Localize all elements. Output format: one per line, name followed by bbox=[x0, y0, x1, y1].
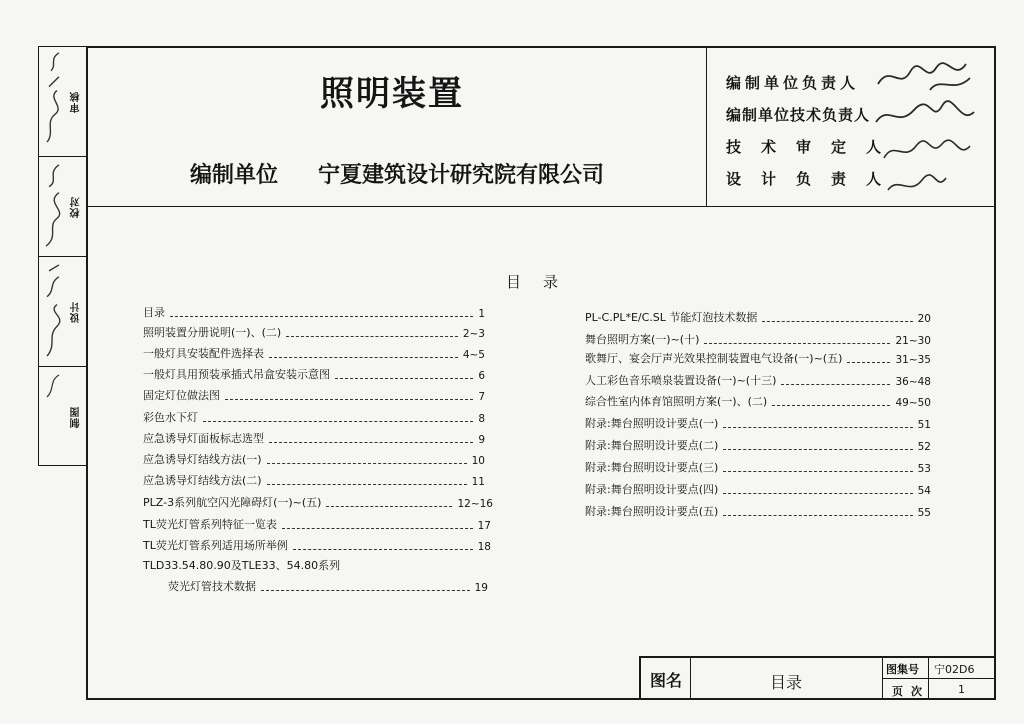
toc-item bbox=[143, 304, 485, 320]
toc-item bbox=[143, 387, 485, 403]
toc-item bbox=[585, 309, 931, 325]
toc-item-label: 一般灯具用预装承插式吊盒安装示意图 bbox=[143, 368, 330, 381]
toc-item-label: 应急诱导灯结线方法(一) bbox=[143, 453, 262, 466]
toc-item-label: 固定灯位做法图 bbox=[143, 389, 220, 402]
drafter-signature bbox=[41, 367, 65, 467]
role-design-leader: 设计负责人 bbox=[726, 170, 902, 188]
toc-item-label: TL荧光灯管系列适用场所举例 bbox=[143, 539, 288, 552]
toc-item-label: 综合性室内体育馆照明方案(一)、(二) bbox=[585, 395, 768, 408]
toc-item-label: 一般灯具安装配件选择表 bbox=[143, 347, 264, 360]
toc-item bbox=[585, 393, 931, 409]
page-number: 1 bbox=[958, 683, 965, 696]
header-signatures bbox=[870, 54, 990, 204]
toc-item-label: 附录:舞台照明设计要点(一) bbox=[585, 417, 719, 430]
atlas-number: 宁02D6 bbox=[934, 663, 975, 676]
toc-item-page: 10 bbox=[471, 455, 485, 467]
toc-item-page: 4~5 bbox=[462, 349, 485, 361]
toc-item bbox=[143, 366, 485, 382]
sidebar-label-review: 审核 bbox=[70, 90, 82, 113]
header-role-divider bbox=[706, 48, 707, 206]
toc-item-page: 19 bbox=[474, 582, 488, 594]
toc-heading: 目录 bbox=[506, 273, 581, 291]
toc-item-page: 9 bbox=[478, 434, 485, 446]
toc-item bbox=[585, 415, 931, 431]
toc-item-page: 12~16 bbox=[457, 498, 493, 510]
toc-item-page: 6 bbox=[478, 370, 485, 382]
toc-item-label: 歌舞厅、宴会厅声光效果控制装置电气设备(一)~(五) bbox=[585, 352, 843, 365]
toc-item bbox=[143, 430, 485, 446]
page-title: 照明装置 bbox=[320, 74, 464, 114]
toc-item bbox=[143, 516, 491, 532]
toc-item-page: 11 bbox=[471, 476, 485, 488]
toc-item bbox=[585, 481, 931, 497]
sidebar-label-proofread: 校对 bbox=[70, 195, 82, 218]
toc-item-page: 54 bbox=[917, 485, 931, 497]
atlas-number-label: 图集号 bbox=[886, 663, 919, 676]
organization-name: 宁夏建筑设计研究院有限公司 bbox=[318, 163, 605, 188]
toc-item bbox=[143, 537, 491, 553]
toc-item bbox=[585, 350, 931, 366]
toc-item-label: 附录:舞台照明设计要点(五) bbox=[585, 505, 719, 518]
toc-item-page: 31~35 bbox=[895, 354, 931, 366]
role-unit-leader: 编制单位负责人 bbox=[726, 74, 860, 92]
toc-item bbox=[585, 331, 931, 347]
title-block-divider bbox=[882, 678, 995, 679]
toc-item bbox=[143, 324, 485, 340]
toc-item-label: 附录:舞台照明设计要点(四) bbox=[585, 483, 719, 496]
sidebar-cell-proofread bbox=[39, 157, 87, 257]
toc-item bbox=[143, 409, 485, 425]
toc-item-page: 52 bbox=[917, 441, 931, 453]
toc-item-label: PLZ-3系列航空闪光障碍灯(一)~(五) bbox=[143, 496, 322, 509]
toc-item-page: 51 bbox=[917, 419, 931, 431]
toc-item bbox=[143, 472, 485, 488]
organization-label: 编制单位 bbox=[190, 163, 279, 188]
sidebar-label-drafting: 制图 bbox=[70, 406, 82, 428]
role-technical-reviewer: 技术审定人 bbox=[726, 138, 902, 156]
toc-item-label: 附录:舞台照明设计要点(二) bbox=[585, 439, 719, 452]
role-technical-leader: 编制单位技术负责人 bbox=[726, 106, 871, 124]
sidebar-cell-drafting bbox=[39, 367, 87, 467]
drawing-name-label: 图名 bbox=[650, 671, 683, 690]
toc-item bbox=[143, 557, 340, 573]
toc-item-page: 2~3 bbox=[462, 328, 485, 340]
title-block-divider bbox=[690, 656, 691, 700]
toc-item bbox=[585, 503, 931, 519]
toc-item-label: 荧光灯管技术数据 bbox=[168, 580, 256, 593]
page-number-label: 页次 bbox=[892, 685, 930, 698]
toc-item bbox=[143, 451, 485, 467]
toc-item-page: 20 bbox=[917, 313, 931, 325]
toc-item bbox=[585, 372, 931, 388]
toc-item-page: 49~50 bbox=[895, 397, 931, 409]
sidebar-cell-design bbox=[39, 257, 87, 367]
toc-item bbox=[143, 494, 493, 510]
toc-item-label: 彩色水下灯 bbox=[143, 411, 198, 424]
toc-item bbox=[168, 578, 488, 594]
reviewer-signature bbox=[41, 47, 65, 156]
toc-item-page: 18 bbox=[477, 541, 491, 553]
toc-item-label: PL-C.PL*E/C.SL 节能灯泡技术数据 bbox=[585, 311, 758, 324]
header-divider bbox=[88, 206, 994, 207]
toc-item-label: TLD33.54.80.90及TLE33、54.80系列 bbox=[143, 559, 341, 572]
toc-item-label: 应急诱导灯结线方法(二) bbox=[143, 474, 262, 487]
drawing-name: 目录 bbox=[770, 673, 803, 692]
toc-item-label: 舞台照明方案(一)~(十) bbox=[585, 333, 700, 346]
toc-item-page: 36~48 bbox=[895, 376, 931, 388]
signature-sidebar bbox=[38, 46, 88, 466]
designer-signature bbox=[41, 257, 65, 366]
toc-item-page: 55 bbox=[917, 507, 931, 519]
toc-item-label: 附录:舞台照明设计要点(三) bbox=[585, 461, 719, 474]
toc-item-page: 17 bbox=[477, 520, 491, 532]
toc-item-label: 应急诱导灯面板标志选型 bbox=[143, 432, 264, 445]
toc-item-page: 7 bbox=[478, 391, 485, 403]
sidebar-label-design: 设计 bbox=[70, 300, 82, 323]
proofreader-signature bbox=[41, 157, 65, 256]
toc-item bbox=[585, 459, 931, 475]
toc-item-page: 1 bbox=[478, 308, 485, 320]
toc-item bbox=[585, 437, 931, 453]
toc-item-label: 目录 bbox=[143, 306, 165, 319]
sidebar-cell-review bbox=[39, 47, 87, 157]
toc-item-page: 21~30 bbox=[895, 335, 931, 347]
toc-item-page: 53 bbox=[917, 463, 931, 475]
toc-item-label: TL荧光灯管系列特征一览表 bbox=[143, 518, 277, 531]
toc-item-label: 人工彩色音乐喷泉装置设备(一)~(十三) bbox=[585, 374, 777, 387]
toc-item bbox=[143, 345, 485, 361]
toc-item-page: 8 bbox=[478, 413, 485, 425]
toc-item-label: 照明装置分册说明(一)、(二) bbox=[143, 326, 282, 339]
